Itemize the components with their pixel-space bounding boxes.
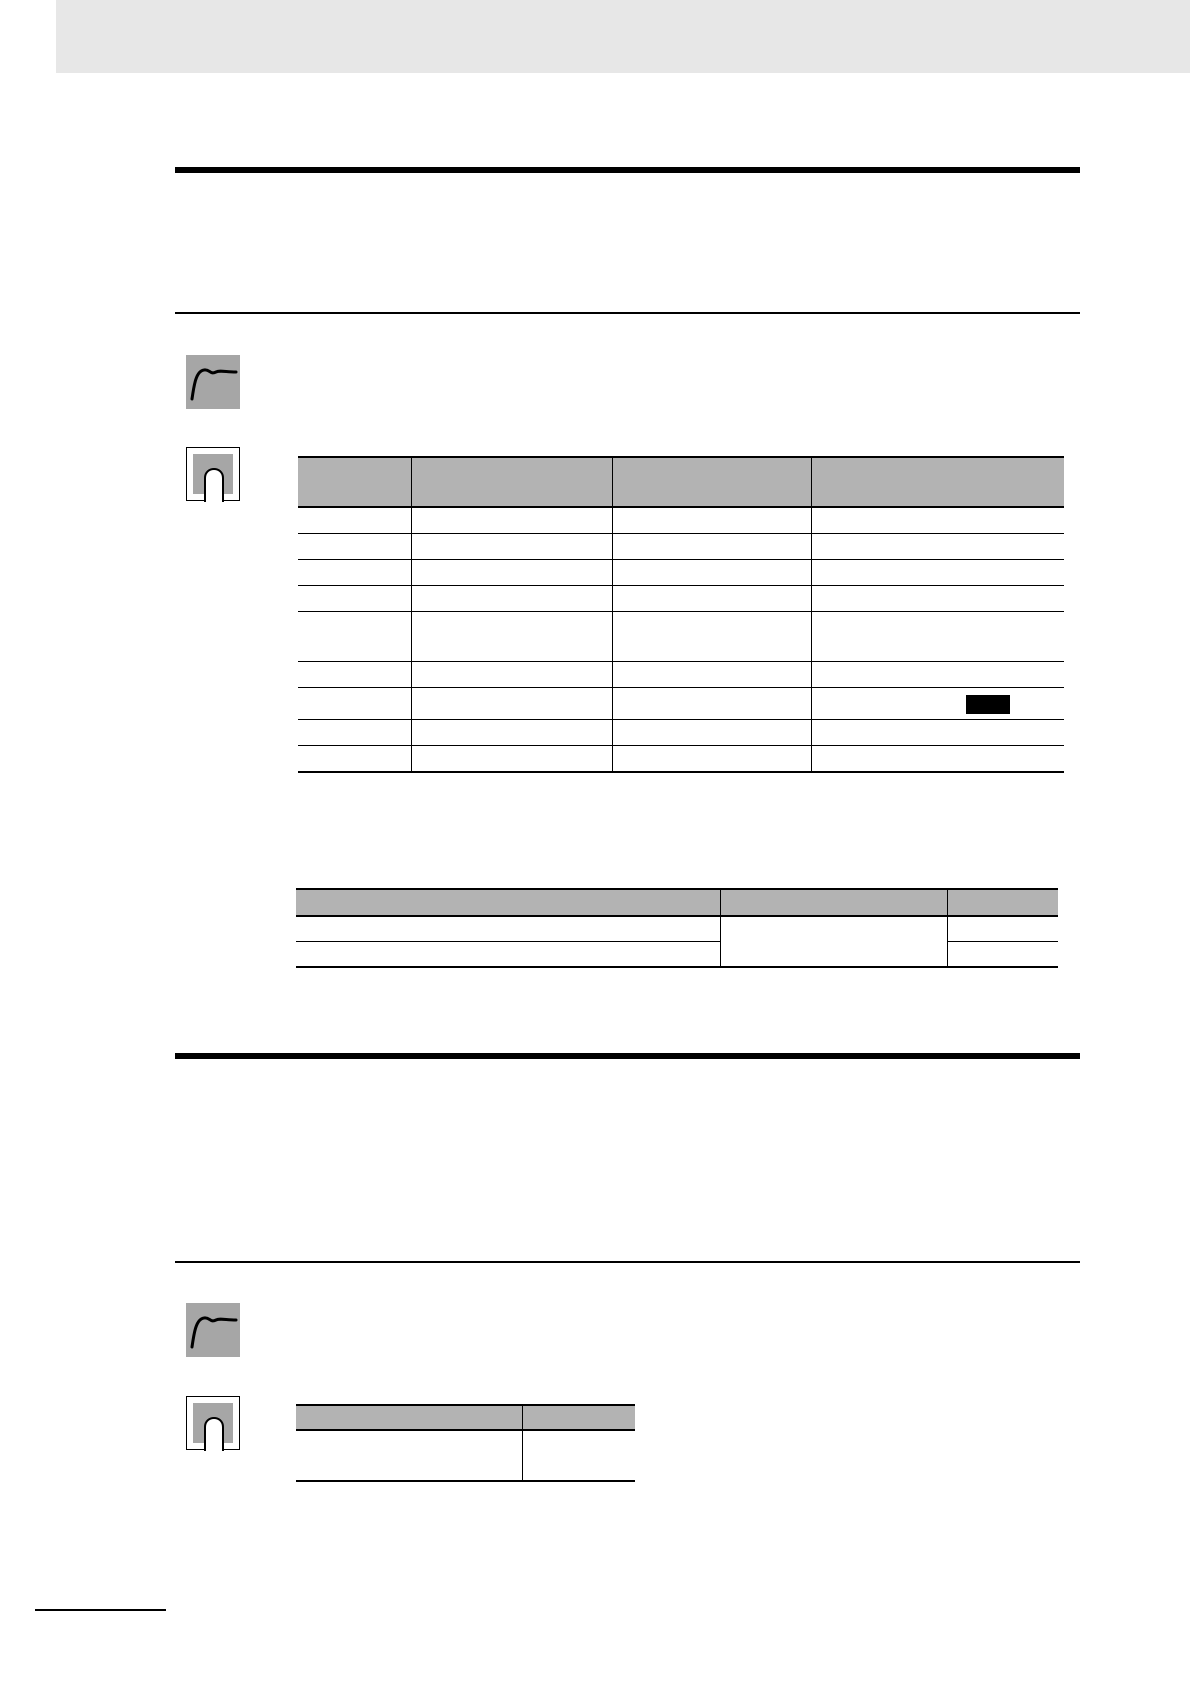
key-symbol-badge [966, 695, 1010, 714]
table-cell [298, 507, 411, 534]
table-cell [298, 560, 411, 586]
table-cell [411, 612, 612, 662]
table-cell [811, 534, 1064, 560]
table-cell [612, 560, 811, 586]
table-cell [811, 662, 1064, 688]
trend-curve-icon [186, 355, 240, 409]
table-cell [612, 586, 811, 612]
table-cell [298, 534, 411, 560]
table-cell [811, 688, 1064, 720]
table-cell [612, 507, 811, 534]
table-cell [811, 612, 1064, 662]
table-cell [411, 507, 612, 534]
table-cell [522, 1430, 635, 1481]
table-row [296, 916, 1058, 942]
table-cell [298, 662, 411, 688]
operation-finger-icon [186, 1396, 240, 1450]
column-header [522, 1405, 635, 1430]
table-cell [612, 662, 811, 688]
table-row [298, 507, 1064, 534]
section-title-rule-top [175, 1053, 1080, 1059]
table-cell [612, 688, 811, 720]
table-cell [612, 746, 811, 773]
table-cell [411, 688, 612, 720]
table-cell [947, 942, 1058, 968]
table-cell [296, 916, 720, 942]
table-cell [298, 586, 411, 612]
column-header [296, 1405, 522, 1430]
table-cell [612, 534, 811, 560]
table-header-row [298, 457, 1064, 507]
table-cell [811, 746, 1064, 773]
section-title-rule-bottom [175, 1261, 1080, 1263]
table-cell [811, 560, 1064, 586]
column-header [720, 889, 947, 916]
table-cell [298, 612, 411, 662]
table-row [298, 688, 1064, 720]
table-cell [411, 534, 612, 560]
operation-finger-icon [186, 447, 240, 501]
table-cell [296, 942, 720, 968]
setting-table [298, 456, 1064, 773]
table-row [298, 612, 1064, 662]
table-cell [411, 586, 612, 612]
table-cell [298, 746, 411, 773]
table-row [298, 720, 1064, 746]
table-cell [411, 746, 612, 773]
table-header-row [296, 1405, 635, 1430]
column-header [296, 889, 720, 916]
section-title-rule-top [175, 167, 1080, 173]
table-cell [298, 720, 411, 746]
column-header [298, 457, 411, 507]
table-cell [296, 1430, 522, 1481]
table-cell [411, 560, 612, 586]
table-cell [811, 507, 1064, 534]
column-header [811, 457, 1064, 507]
trend-curve-icon [186, 1303, 240, 1357]
table-cell [411, 662, 612, 688]
table-row [298, 746, 1064, 773]
table-cell [612, 720, 811, 746]
table-cell [947, 916, 1058, 942]
page-header-band [56, 0, 1190, 73]
column-header [947, 889, 1058, 916]
table-row [296, 1430, 635, 1481]
table-cell [811, 586, 1064, 612]
table-header-row [296, 889, 1058, 916]
column-header [411, 457, 612, 507]
footer-rule [35, 1609, 166, 1611]
monitor-table [296, 888, 1058, 968]
table-row [298, 662, 1064, 688]
section-title-rule-bottom [175, 312, 1080, 314]
table-row [298, 586, 1064, 612]
small-table [296, 1404, 635, 1482]
table-cell [811, 720, 1064, 746]
column-header [612, 457, 811, 507]
table-cell [411, 720, 612, 746]
table-cell [298, 688, 411, 720]
table-row [298, 560, 1064, 586]
table-cell [612, 612, 811, 662]
table-cell [720, 916, 947, 967]
table-row [298, 534, 1064, 560]
